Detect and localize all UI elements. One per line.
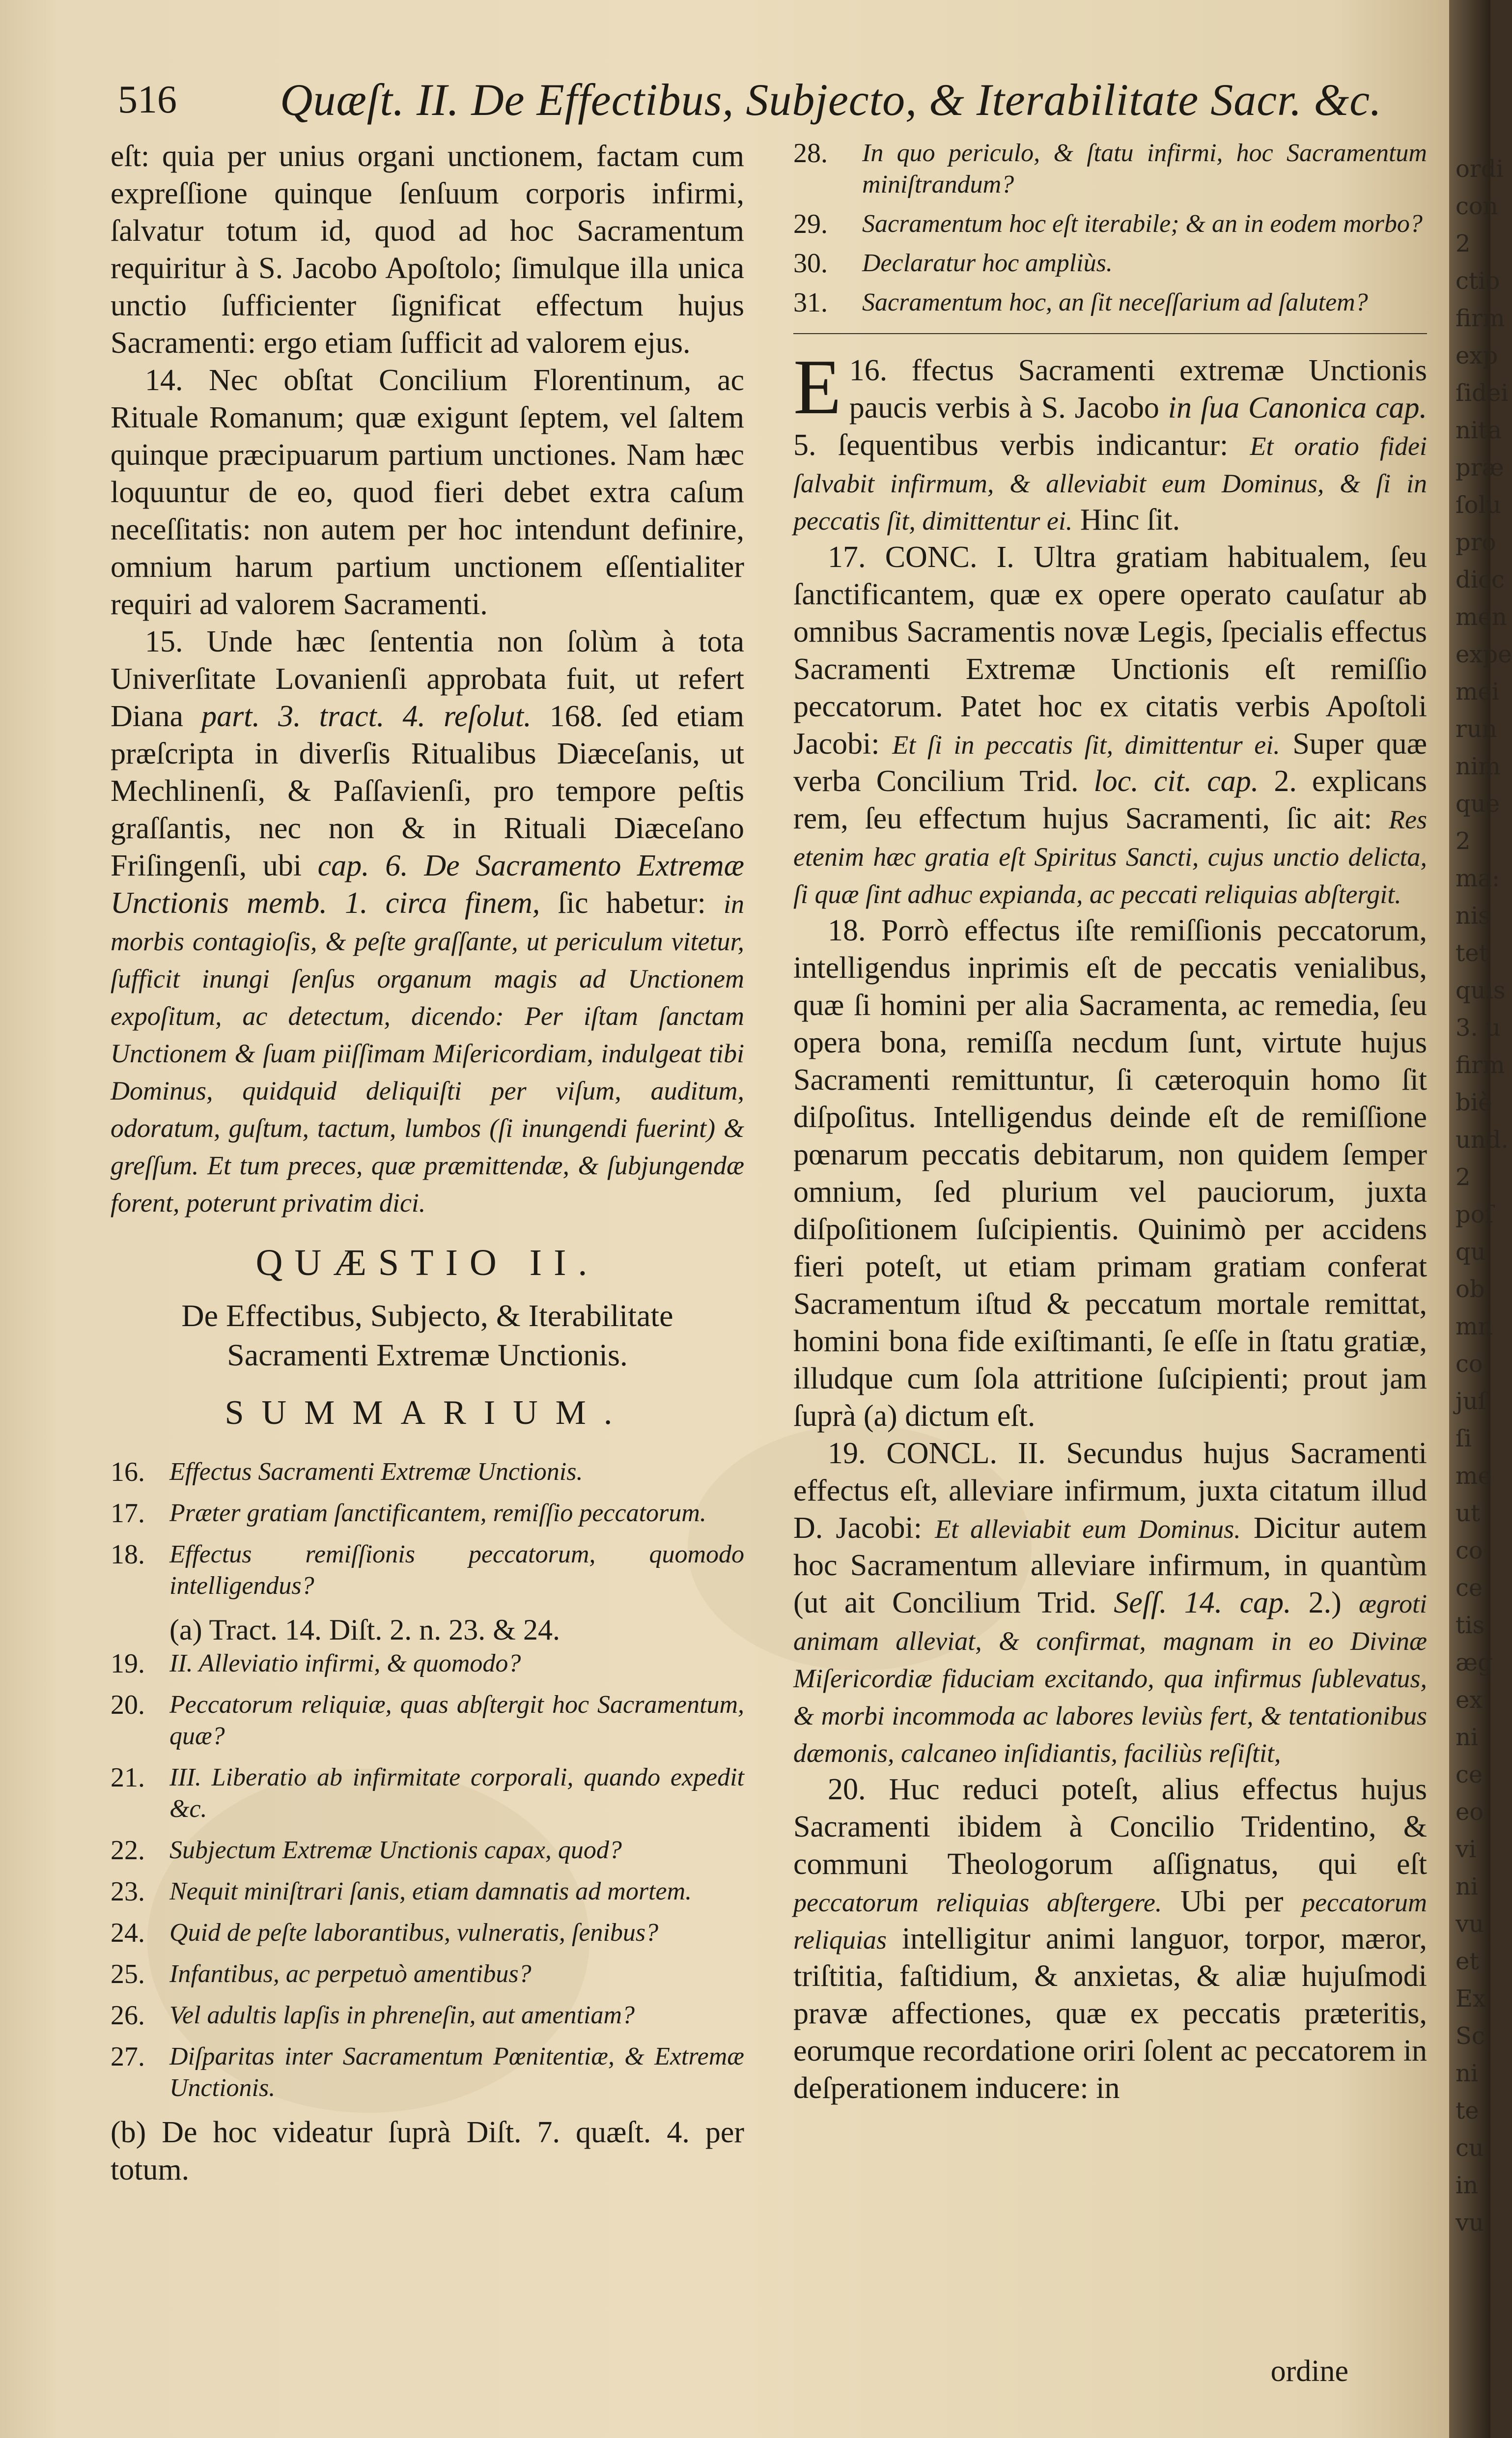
p16-text-c: Hinc ſit. — [1080, 503, 1180, 537]
summary-item-text: Quid de peſte laborantibus, vulneratis, ſenibus? — [169, 1919, 659, 1947]
summary-item-text: III. Liberatio ab infirmitate corporali, quando expedit &c. — [169, 1763, 744, 1823]
next-page-fragment: eo — [1456, 1798, 1484, 1826]
p20-text-c: intelligitur animi languor, torpor, mæror, triſtitia, faſtidium, & anxietas, & aliæ hujuſmodi pravæ affectiones, quæ ex peccatis præteritis, eorumque recordatione oriri ſolent ac peccatorem in deſperationem inducere: in — [793, 1922, 1427, 2105]
paragraph-18: 18. Porrò effectus iſte remiſſionis peccatorum, intelligendus inprimis eſt de peccatis venialibus, quæ ſi homini per alia Sacramenta, ac remedia, ſeu opera bona, remiſſa necdum ſunt, virtute hujus Sacramenti remittuntur, ſi cæteroquin homo ſit diſpoſitus. Intelligendus deinde eſt de remiſſione pœnarum peccatis debitarum, non quidem ſemper omnium, ſed plurium vel pauciorum, juxta diſpoſitionem ſuſcipientis. Quinimò per accidens fieri poteſt, ut etiam primam gratiam conferat Sacramentum iſtud & peccatum mortale remittat, homini bona fide exiſtimanti, ſe eſſe in ſtatu gratiæ, illudque cum ſola attritione ſuſcipienti; prout jam ſuprà (a) dictum eſt. — [793, 914, 1427, 1433]
next-page-fragment: poſ — [1456, 1201, 1494, 1228]
next-page-fragment: æg — [1456, 1649, 1493, 1676]
summary-item-number: 16. — [111, 1457, 145, 1487]
next-page-fragment: ſolu — [1456, 491, 1501, 519]
p17-text-b: Super quæ verba Concilium Trid. — [793, 727, 1427, 798]
p19-text-b: Dicitur autem hoc Sacramentum alleviare infirmum, in quantùm (ut ait Concilium Trid. — [793, 1511, 1428, 1619]
next-page-fragment: und. — [1456, 1126, 1509, 1154]
next-page-fragment: 2 — [1456, 1163, 1471, 1191]
summary-item-number: 19. — [111, 1648, 145, 1679]
summary-item — [111, 1498, 744, 1529]
p19-text-c: 2.) — [1308, 1586, 1342, 1619]
next-page-fragment: Ex — [1456, 1985, 1486, 2013]
summary-item-number: 18. — [111, 1539, 145, 1570]
question-heading: QUÆSTIO II. — [255, 1242, 599, 1283]
p15-text-a: 15. Unde hæc ſententia non ſolùm à tota Univerſitate Lovanienſi approbata fuit, ut refert Diana — [111, 625, 744, 733]
summary-item — [111, 1876, 744, 1907]
summary-item — [793, 287, 1427, 318]
next-page-fragment: Sc — [1456, 2022, 1485, 2050]
summary-item-number: 23. — [111, 1876, 145, 1907]
p16-quotation: Et oratio fidei ſalvabit infirmum, & alleviabit eum Dominus, & ſi in peccatis ſit, dimittentur ei. — [793, 431, 1428, 536]
next-page-fragment: co — [1456, 1350, 1483, 1378]
p17-text-c: 2. explicans rem, ſeu effectum hujus Sacramenti, ſic ait: — [793, 765, 1427, 835]
paragraph-opening: eſt: quia per unius organi unctionem, factam cum expreſſione quinque ſenſuum corporis infirmi, ſalvatur totum id, quod ad hoc Sacramentum requiritur à S. Jacobo Apoſtolo; ſimulque illa unica unctio ſufficienter ſignificat effectum hujus Sacramenti: ergo etiam ſufficit ad valorem ejus. — [111, 140, 744, 360]
summary-item-text: Peccatorum reliquiæ, quas abſtergit hoc Sacramentum, quæ? — [169, 1691, 744, 1750]
next-page-fragment: nita — [1456, 417, 1502, 444]
p19-quotation-2: ægroti animam alleviat, & confirmat, magnam in eo Divinæ Miſericordiæ fiduciam excitando, qua infirmus ſublevatus, & morbi incommoda ac labores leviùs fert, & tentationibus dæmonis, calcaneo inſidiantis, faciliùs reſiſtit, — [793, 1589, 1427, 1768]
next-page-fragment: vu — [1456, 1910, 1484, 1938]
summary-item-number: 24. — [111, 1918, 145, 1948]
paragraph-15 — [111, 623, 744, 1220]
summary-list — [111, 1456, 744, 1602]
next-page-fragment: ctio — [1456, 267, 1500, 295]
next-page-fragment: ni — [1456, 1873, 1479, 1900]
paragraph-19 — [793, 1435, 1427, 1771]
summary-item-number: 25. — [111, 1959, 145, 1989]
summary-item-number: 30. — [793, 248, 828, 279]
summary-item — [111, 1835, 744, 1866]
next-page-fragment: vi — [1456, 1836, 1477, 1863]
summary-item — [111, 1958, 744, 1990]
summary-item-text: Nequit miniſtrari ſanis, etiam damnatis ad mortem. — [169, 1877, 692, 1905]
next-page-fragment: dicc — [1456, 566, 1505, 594]
next-page-fragment: firm — [1456, 1051, 1505, 1079]
next-page-fragment: que — [1456, 790, 1500, 818]
next-page-fragment: ex — [1456, 1686, 1483, 1714]
next-page-fragment: ſi — [1456, 1425, 1472, 1452]
next-page-fragment: ut — [1456, 1500, 1481, 1527]
catchword: ordine — [1270, 2354, 1348, 2388]
summary-item-number: 29. — [793, 209, 828, 239]
next-page-fragment: exp — [1456, 342, 1498, 369]
summary-list-right — [793, 138, 1427, 318]
right-column — [793, 138, 1427, 2107]
summary-item — [111, 2000, 744, 2031]
page-number: 516 — [118, 78, 177, 121]
summary-item — [111, 1917, 744, 1949]
p17-reference: loc. cit. cap. — [1093, 765, 1259, 798]
next-page-fragment: con — [1456, 193, 1498, 220]
p16-text-a: ffectus Sacramenti extremæ Unctionis paucis verbis à S. Jacobo — [849, 354, 1428, 425]
next-page-fragment: ob — [1456, 1276, 1485, 1303]
summary-item-text: Sacramentum hoc, an ſit neceſſarium ad ſalutem? — [862, 288, 1368, 316]
summary-item — [111, 1456, 744, 1488]
p20-text-b: Ubi per — [1180, 1885, 1284, 1918]
summary-item-text: Effectus Sacramenti Extremæ Unctionis. — [169, 1458, 583, 1486]
p15-text-c: ſic habetur: — [558, 886, 706, 920]
p17-quotation-2: Res etenim hæc gratia eſt Spiritus Sancti, cujus unctio delicta, ſi quæ ſint adhuc expianda, ac peccati reliquias abſtergit. — [793, 805, 1428, 909]
summary-item-number: 26. — [111, 2000, 145, 2031]
summary-item-number: 27. — [111, 2041, 145, 2072]
next-page-fragment: ni — [1456, 1724, 1479, 1751]
summary-list-continued — [111, 1648, 744, 2104]
next-page-fragment: 2 — [1456, 827, 1471, 855]
summarium-heading: SUMMARIUM. — [224, 1394, 630, 1432]
summary-item — [793, 208, 1427, 240]
next-page-fragment: qu — [1456, 1238, 1486, 1266]
next-page-fragment: te — [1456, 2097, 1479, 2125]
summary-item-number: 20. — [111, 1690, 145, 1720]
p16-text-b: 5. ſequentibus verbis indicantur: — [793, 428, 1229, 462]
summary-item-number: 17. — [111, 1498, 145, 1529]
paragraph-16 — [793, 343, 1428, 539]
next-page-fragment: pro — [1456, 529, 1496, 556]
p19-text-a: 19. CONCL. II. Secundus hujus Sacramenti effectus eſt, alleviare infirmum, juxta citatum illud D. Jacobi: — [793, 1437, 1427, 1545]
summary-item-text: Vel adultis lapſis in phreneſin, aut amentiam? — [169, 2001, 635, 2029]
next-page-fragment: ni — [1456, 2060, 1479, 2087]
summary-item-text: Declaratur hoc ampliùs. — [862, 249, 1113, 277]
summary-item — [793, 138, 1427, 200]
summary-item-number: 22. — [111, 1835, 145, 1866]
p16-reference: in ſua Canonica cap. — [1168, 391, 1427, 425]
summary-item-text: Diſparitas inter Sacramentum Pœnitentiæ, & Extremæ Unctionis. — [169, 2042, 744, 2102]
summary-item-number: 21. — [111, 1762, 145, 1793]
summary-item-text: II. Alleviatio infirmi, & quomodo? — [169, 1649, 521, 1677]
next-page-fragment: præ — [1456, 454, 1504, 482]
next-page-fragment: juſ — [1456, 1388, 1487, 1415]
next-page-fragment: mn — [1456, 1313, 1493, 1340]
next-page-fragment: cu — [1456, 2134, 1484, 2162]
summary-item — [111, 2041, 744, 2104]
next-page-fragment: in — [1456, 2172, 1479, 2199]
next-page-fragment: ordi — [1456, 155, 1504, 183]
next-page-fragment: ce — [1456, 1574, 1483, 1602]
next-page-fragment: ce — [1456, 1761, 1483, 1788]
next-page-fragment: me — [1456, 1462, 1492, 1490]
p20-quotation-2: peccatorum reliquias — [793, 1888, 1428, 1955]
paragraph-20 — [793, 1771, 1427, 2107]
next-page-fragment: run — [1456, 715, 1497, 743]
summary-item-text: Infantibus, ac perpetuò amentibus? — [169, 1960, 532, 1988]
next-page-fragment: expe — [1456, 641, 1512, 668]
next-page-fragment: 2 — [1456, 230, 1471, 257]
p17-text-a: 17. CONC. I. Ultra gratiam habitualem, ſeu ſanctificantem, quæ ex opere operato cauſatur ab omnibus Sacramentis novæ Legis, ſpecialis effectus Sacramenti Extremæ Unctionis eſt remiſſio peccatorum. Patet hoc ex citatis verbis Apoſtoli Jacobi: — [793, 540, 1427, 761]
summary-item — [111, 1648, 744, 1679]
summary-item-text: Subjectum Extremæ Unctionis capax, quod? — [169, 1836, 622, 1864]
summary-item — [111, 1689, 744, 1752]
p17-quotation-1: Et ſi in peccatis ſit, dimittentur ei. — [892, 730, 1280, 760]
next-page-fragment: mei — [1456, 678, 1500, 706]
running-title: Quæſt. II. De Effectibus, Subjecto, & Iterabilitate Sacr. &c. — [280, 75, 1382, 125]
summary-item-number: 31. — [793, 287, 828, 318]
separator-rule — [793, 333, 1427, 334]
next-page-fragment: tet — [1456, 939, 1488, 967]
next-page-fragment: co — [1456, 1537, 1483, 1564]
drop-cap: E — [793, 343, 841, 430]
next-page-fragment: quis — [1456, 977, 1506, 1004]
p16-number: 16. — [849, 354, 888, 387]
footnote-a: (a) Tract. 14. Diſt. 2. n. 23. & 24. — [169, 1614, 560, 1646]
summary-item — [111, 1539, 744, 1602]
p15-reference-1: part. 3. tract. 4. reſolut. — [201, 700, 532, 733]
footnote-b: (b) De hoc videatur ſuprà Diſt. 7. quæſt. 4. per totum. — [111, 2116, 744, 2186]
paragraph-17 — [793, 539, 1427, 912]
summary-item-text: Sacramentum hoc eſt iterabile; & an in eodem morbo? — [862, 210, 1423, 238]
summary-item-text: Præter gratiam ſanctificantem, remiſſio peccatorum. — [169, 1499, 706, 1527]
next-page-fragment: tis — [1456, 1612, 1485, 1639]
summary-item — [793, 248, 1427, 279]
p15-reference-2: cap. 6. De Sacramento Extremæ Unctionis memb. 1. circa finem, — [111, 849, 745, 920]
next-page-fragment: et — [1456, 1948, 1479, 1975]
next-page-edge — [1452, 0, 1512, 2438]
running-head — [118, 74, 1382, 133]
p15-text-b: 168. ſed etiam præſcripta in diverſis Ritualibus Diæceſanis, ut Mechlinenſi, & Paſſavienſi, pro tempore peſtis graſſantis, nec non & in Rituali Diæceſano Friſingenſi, ubi — [111, 700, 744, 882]
next-page-fragment: firm — [1456, 305, 1505, 332]
next-page-fragment: men — [1456, 603, 1507, 631]
left-column — [111, 138, 744, 2188]
next-page-fragment: nis — [1456, 902, 1490, 930]
p15-quotation: in morbis contagioſis, & peſte graſſante, ut periculum vitetur, ſufficit inungi ſenſus organum magis ad Unctionem expoſitum, ac detectum, dicendo: Per iſtam ſanctam Unctionem & ſuam piiſſimam Miſericordiam, indulgeat tibi Dominus, quidquid deliquiſti per viſum, auditum, odoratum, guſtum, tactum, lumbos (ſi inungendi fuerint) & greſſum. Et tum preces, quæ præmittendæ, & ſubjungendæ forent, poterunt privatim dici. — [111, 889, 745, 1218]
summary-item-text: In quo periculo, & ſtatu infirmi, hoc Sacramentum miniſtrandum? — [862, 139, 1427, 198]
next-page-fragment: vu — [1456, 2209, 1484, 2237]
paragraph-14: 14. Nec obſtat Concilium Florentinum, ac Rituale Romanum; quæ exigunt ſeptem, vel ſaltem quinque præcipuarum partium unctiones. Nam hæc loquuntur de eo, quod fieri debet extra caſum neceſſitatis: non autem per hoc intendunt definire, omnium harum partium unctionem eſſentialiter requiri ad valorem Sacramenti. — [111, 364, 744, 621]
summary-item-number: 28. — [793, 138, 828, 169]
next-page-fragment: ma: — [1456, 865, 1500, 892]
question-subtitle: De Effectibus, Subjecto, & Iterabilitate Sacramenti Extremæ Unctionis. — [181, 1298, 673, 1372]
summary-item-text: Effectus remiſſionis peccatorum, quomodo intelligendus? — [169, 1540, 744, 1600]
next-page-fragment: biè — [1456, 1089, 1492, 1116]
p19-reference: Seſſ. 14. cap. — [1114, 1586, 1291, 1619]
p19-quotation-1: Et alleviabit eum Dominus. — [935, 1514, 1241, 1544]
next-page-fragment: 3. u — [1456, 1014, 1501, 1042]
next-page-fragment: nim — [1456, 753, 1501, 780]
p20-text-a: 20. Huc reduci poteſt, alius effectus hujus Sacramenti ibidem à Concilio Tridentino, & communi Theologorum aſſignatus, qui eſt — [793, 1773, 1427, 1881]
p20-quotation-1: peccatorum reliquias abſtergere. — [793, 1888, 1162, 1917]
summary-item — [111, 1762, 744, 1825]
next-page-fragment: ſidei — [1456, 379, 1509, 407]
